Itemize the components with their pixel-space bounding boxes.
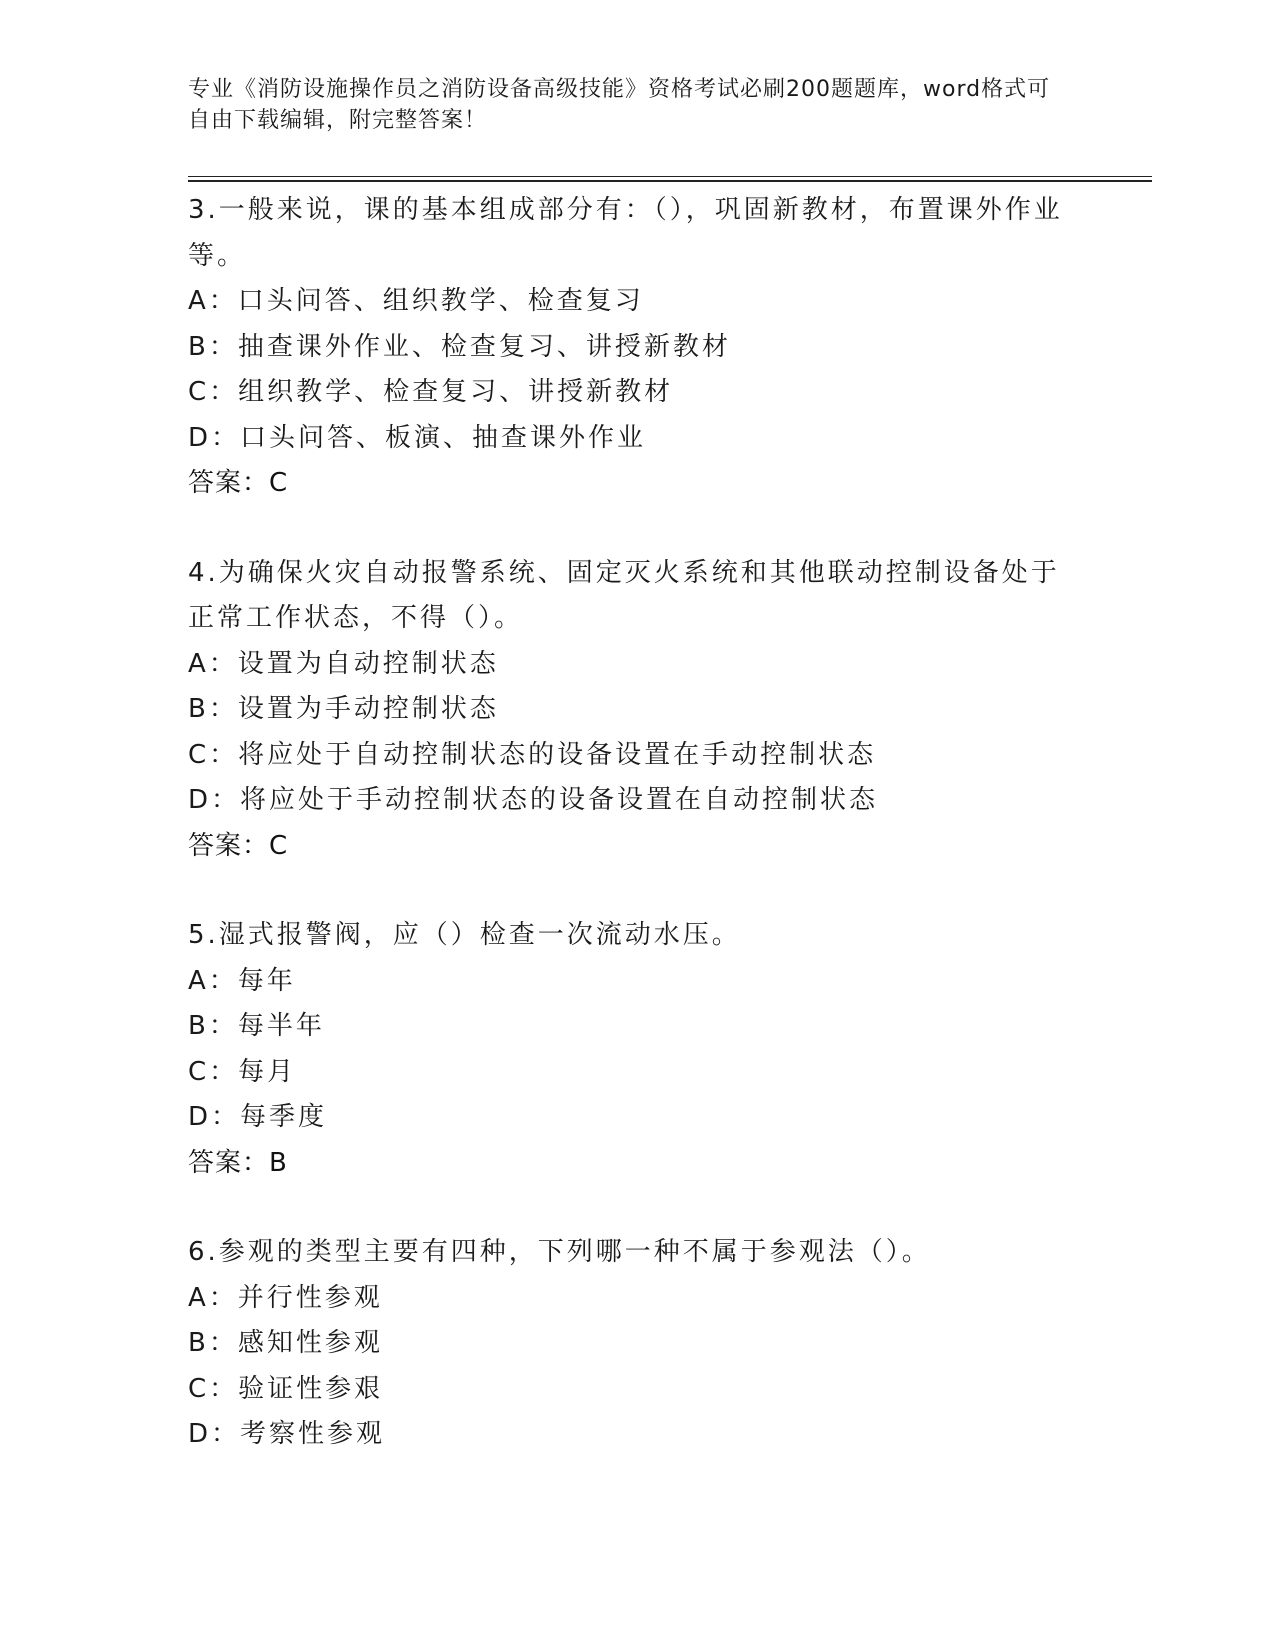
header-divider-thick	[188, 180, 1152, 182]
document-header: 专业《消防设施操作员之消防设备高级技能》资格考试必刷200题题库，word格式可自由下载编辑，附完整答案！	[188, 77, 1051, 133]
option-d: D：口头问答、板演、抽查课外作业	[188, 422, 647, 453]
answer-label: 答案：B	[188, 1147, 288, 1178]
option-a: A：并行性参观	[188, 1282, 383, 1313]
option-d: D：每季度	[188, 1102, 328, 1132]
option-d: D：将应处于手动控制状态的设备设置在自动控制状态	[188, 785, 879, 815]
option-b: B：感知性参观	[188, 1328, 383, 1358]
question-stem: 6.参观的类型主要有四种，下列哪一种不属于参观法（）。	[188, 1237, 931, 1267]
question-stem: 4.为确保火灾自动报警系统、固定灭火系统和其他联动控制设备处于正常工作状态，不得（）。	[188, 557, 1060, 633]
option-c: C：组织教学、检查复习、讲授新教材	[188, 377, 674, 407]
question-stem: 3.一般来说，课的基本组成部分有：（），巩固新教材，布置课外作业等。	[188, 195, 1063, 271]
option-a: A：设置为自动控制状态	[188, 648, 499, 679]
option-c: C：每月	[188, 1056, 297, 1087]
option-c: C：将应处于自动控制状态的设备设置在手动控制状态	[188, 739, 877, 770]
question-5	[188, 913, 1068, 1186]
answer-label: 答案：C	[188, 468, 289, 498]
question-6	[188, 1230, 1068, 1458]
answer-label: 答案：C	[188, 830, 289, 861]
option-a: A：每年	[188, 965, 296, 996]
option-d: D：考察性参观	[188, 1419, 386, 1449]
question-stem: 5.湿式报警阀，应（）检查一次流动水压。	[188, 920, 741, 950]
option-b: B：每半年	[188, 1011, 325, 1041]
option-a: A：口头问答、组织教学、检查复习	[188, 286, 644, 316]
header-divider-thin	[188, 176, 1152, 177]
option-b: B：抽查课外作业、检查复习、讲授新教材	[188, 331, 731, 362]
question-4	[188, 551, 1068, 870]
option-c: C：验证性参艰	[188, 1373, 384, 1404]
question-3	[188, 188, 1068, 507]
option-b: B：设置为手动控制状态	[188, 694, 499, 724]
question-list	[188, 188, 1068, 1502]
